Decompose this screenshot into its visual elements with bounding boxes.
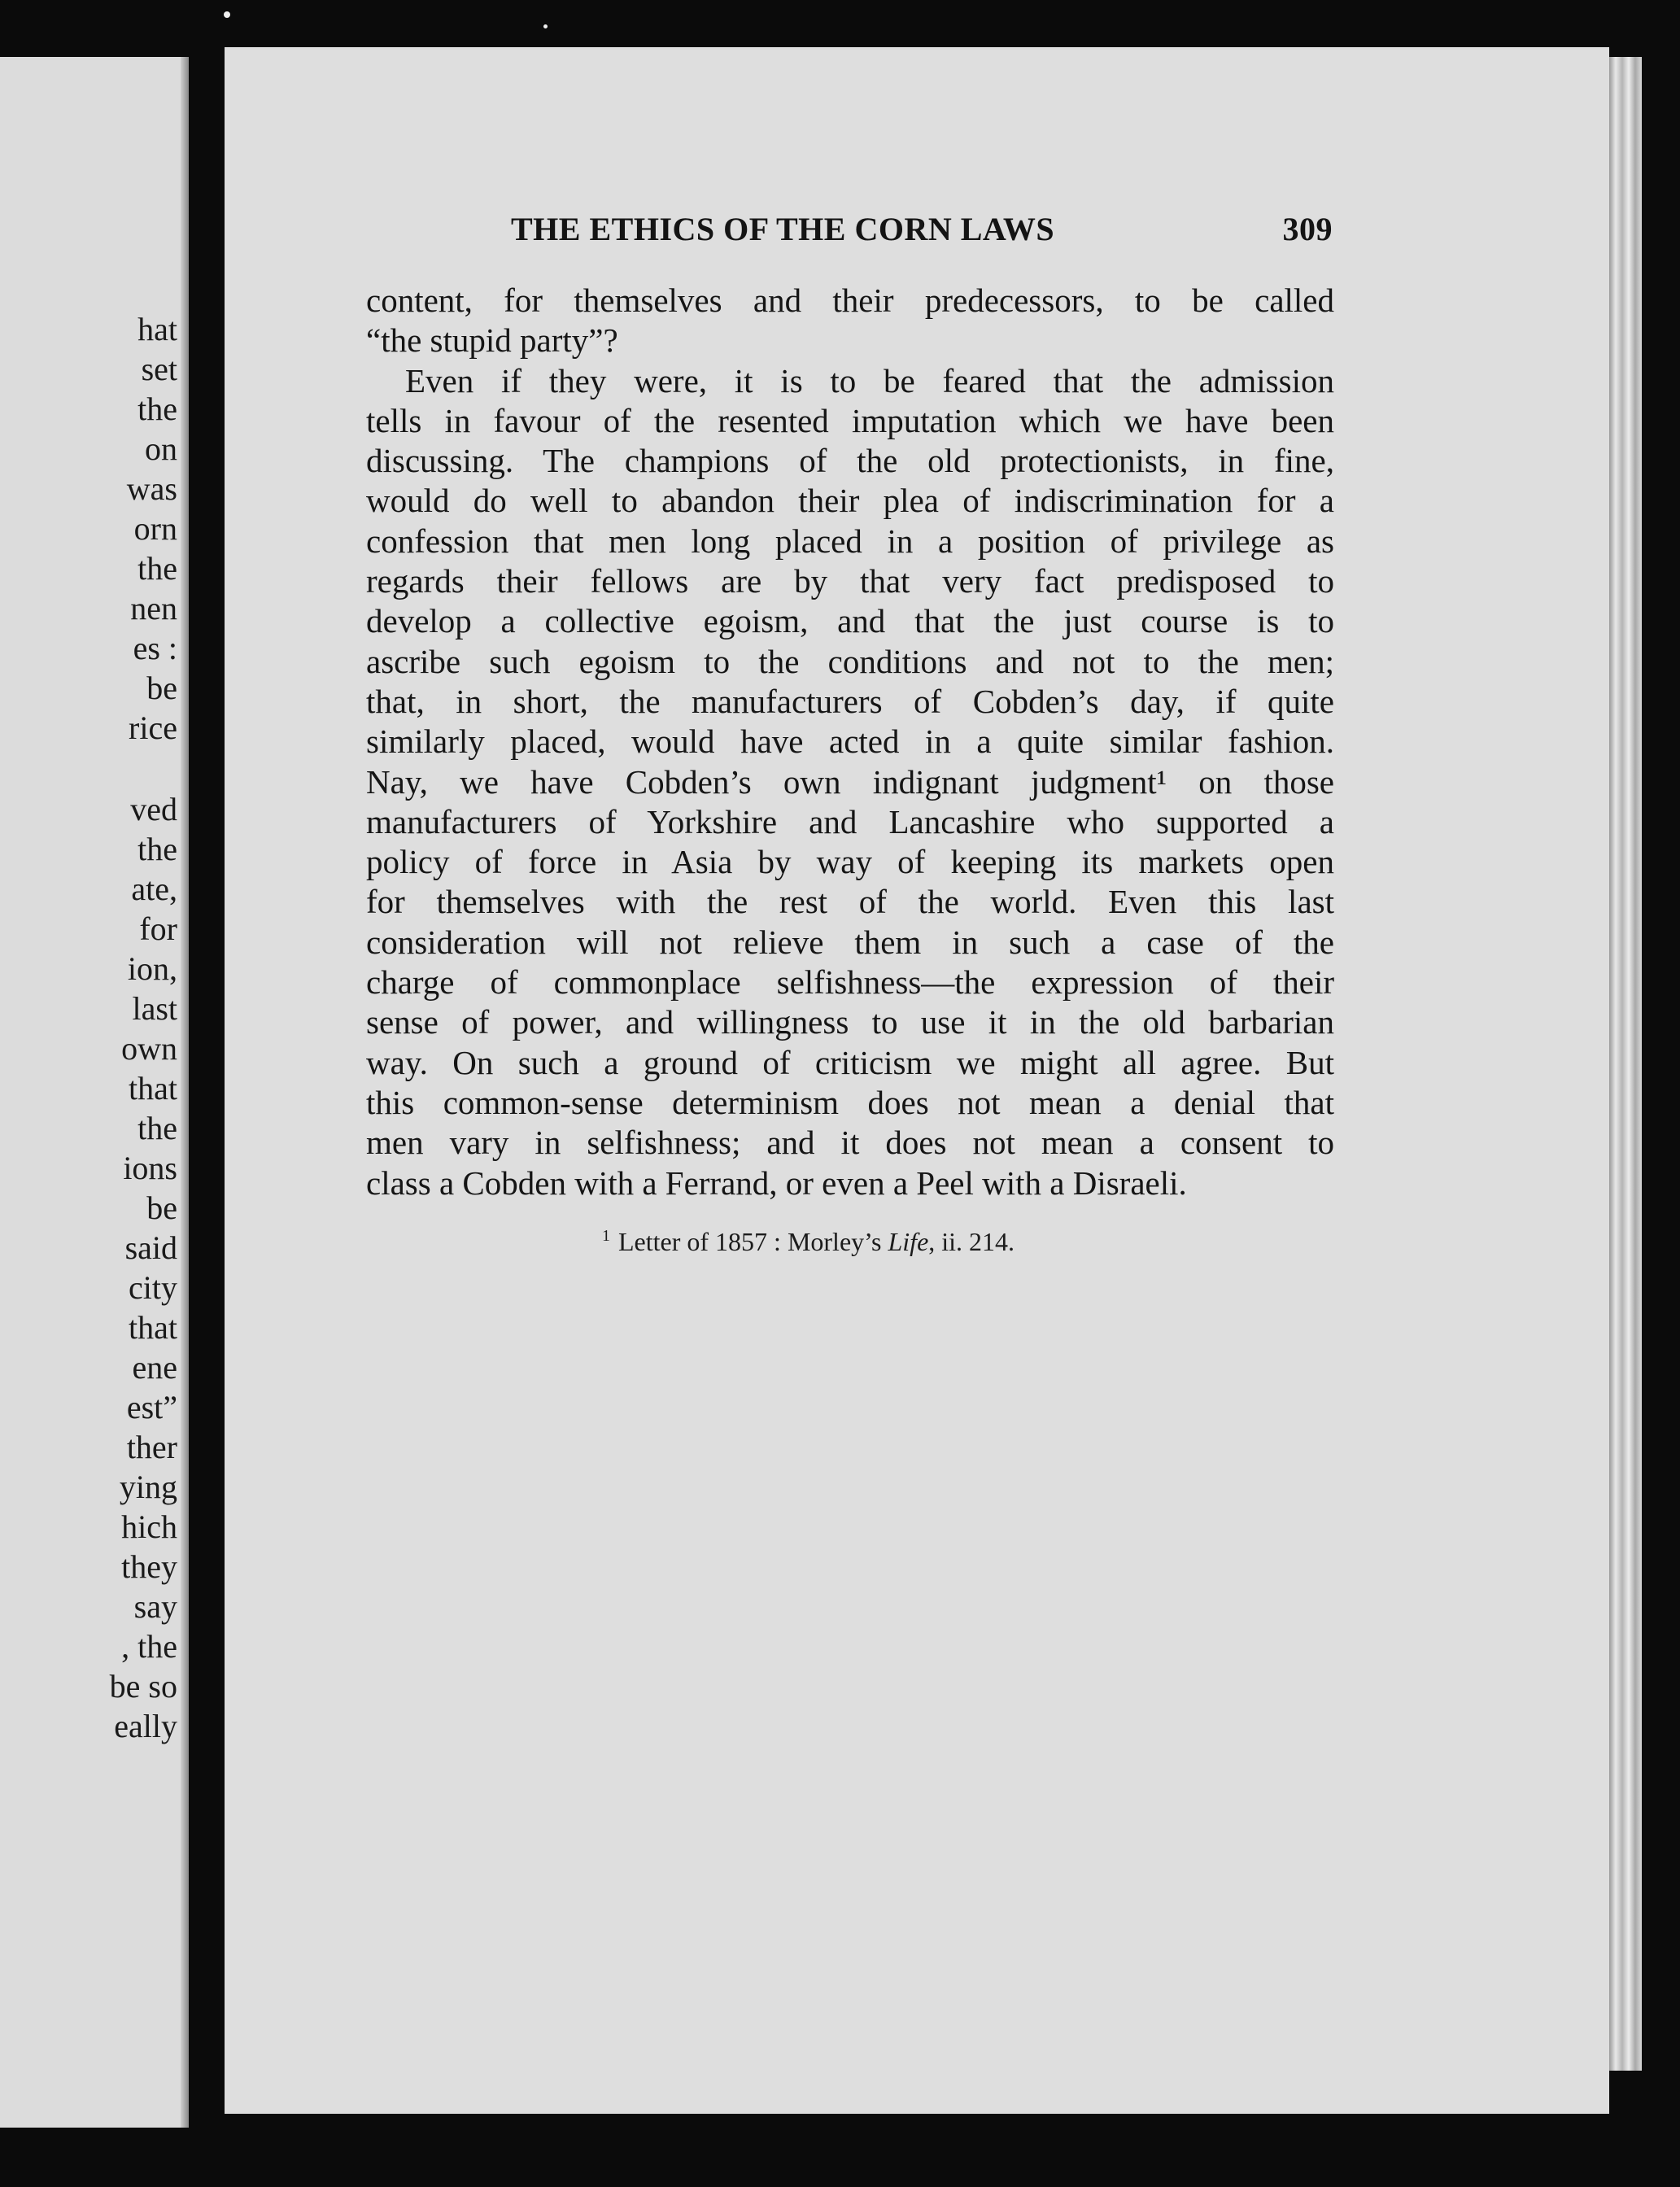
left-page-line-fragment: be so	[109, 1668, 177, 1705]
footnote-text-after: , ii. 214.	[928, 1227, 1015, 1256]
left-page-line-fragment: last	[132, 990, 177, 1027]
page-stack-edge	[1609, 57, 1642, 2071]
left-page-line-fragment: hat	[137, 311, 177, 347]
left-page-line-fragment: nen	[130, 590, 177, 626]
footnote-marker: 1	[602, 1227, 610, 1245]
body-line: would do well to abandon their plea of indiscrimination for a	[366, 482, 1334, 520]
body-line: policy of force in Asia by way of keeping its markets open	[366, 843, 1334, 881]
left-page-line-fragment: the	[137, 391, 177, 427]
running-header-title: THE ETHICS OF THE CORN LAWS	[511, 211, 1055, 247]
left-page-line-fragment: rice	[129, 709, 177, 746]
left-page-line-fragment: the	[137, 831, 177, 867]
left-page-line-fragment: for	[139, 910, 177, 947]
left-page-line-fragment: be	[146, 670, 177, 706]
body-line: “the stupid party”?	[366, 321, 618, 360]
left-page-line-fragment: the	[137, 1110, 177, 1146]
body-line: sense of power, and willingness to use it in the old barbarian	[366, 1003, 1334, 1041]
left-page-line-fragment: ion,	[127, 950, 177, 987]
scan-speck	[543, 24, 548, 28]
left-page-line-fragment: est”	[126, 1389, 177, 1425]
body-line: similarly placed, would have acted in a quite similar fashion.	[366, 722, 1334, 761]
body-line: discussing. The champions of the old protectionists, in fine,	[366, 442, 1334, 480]
body-text	[366, 281, 1334, 1203]
footnote-text-before: Letter of 1857 : Morley’s	[618, 1227, 888, 1256]
body-line: for themselves with the rest of the world. Even this last	[366, 883, 1334, 921]
body-line: ascribe such egoism to the conditions and not to the men;	[366, 642, 1334, 680]
body-line: regards their fellows are by that very fact predisposed to	[366, 562, 1334, 600]
left-page-line-fragment: they	[121, 1548, 177, 1585]
body-line: Nay, we have Cobden’s own indignant judgment¹ on those	[366, 762, 1334, 801]
left-page-line-fragment: eally	[114, 1708, 177, 1744]
left-page-line-fragment: ate,	[131, 871, 177, 907]
left-page-line-fragment: ved	[130, 791, 177, 827]
running-header	[511, 210, 1333, 252]
body-line: develop a collective egoism, and that the just course is to	[366, 602, 1334, 640]
body-line: class a Cobden with a Ferrand, or even a Peel with a Disraeli.	[366, 1163, 1187, 1202]
body-line: content, for themselves and their predecessors, to be called	[366, 282, 1334, 319]
scan-speck	[224, 11, 230, 18]
left-page-line-fragment: said	[124, 1229, 177, 1266]
left-page-line-fragment: own	[121, 1030, 177, 1067]
footnote	[602, 1227, 1015, 1257]
left-page-line-fragment: set	[141, 351, 177, 387]
left-page	[0, 57, 189, 2128]
left-page-line-fragment: ther	[126, 1429, 177, 1465]
left-page-line-fragment: ene	[132, 1349, 177, 1386]
left-page-line-fragment: that	[129, 1070, 177, 1107]
body-line: confession that men long placed in a position of privilege as	[366, 522, 1334, 560]
left-page-line-fragment: be	[146, 1190, 177, 1226]
left-page-line-fragment: hich	[121, 1508, 177, 1545]
body-line: charge of commonplace selfishness—the expression of their	[366, 963, 1334, 1002]
left-page-line-fragment: ions	[123, 1150, 177, 1186]
left-page-line-fragment: on	[145, 430, 177, 467]
page-number: 309	[1282, 211, 1333, 247]
footnote-italic-title: Life	[888, 1227, 929, 1256]
body-line: consideration will not relieve them in such a case of the	[366, 923, 1334, 961]
left-page-line-fragment: the	[137, 550, 177, 587]
left-page-line-fragment: that	[129, 1309, 177, 1346]
body-line: way. On such a ground of criticism we might all agree. But	[366, 1043, 1334, 1081]
book-spine	[189, 57, 225, 2128]
left-page-line-fragment: es :	[133, 630, 177, 666]
body-line: tells in favour of the resented imputation which we have been	[366, 401, 1334, 439]
left-page-line-fragment: was	[126, 470, 177, 507]
body-line: this common-sense determinism does not mean a denial that	[366, 1083, 1334, 1121]
left-page-gutter-shadow	[181, 57, 189, 2128]
body-line: that, in short, the manufacturers of Cobden’s day, if quite	[366, 682, 1334, 720]
left-page-line-fragment: ying	[119, 1469, 177, 1505]
left-page-line-fragment: orn	[133, 510, 177, 547]
left-page-line-fragment: , the	[121, 1628, 177, 1665]
body-line: manufacturers of Yorkshire and Lancashire who supported a	[366, 802, 1334, 840]
left-page-line-fragment: say	[133, 1588, 177, 1625]
left-page-line-fragment: city	[129, 1269, 177, 1306]
body-line: men vary in selfishness; and it does not mean a consent to	[366, 1124, 1334, 1162]
body-line: Even if they were, it is to be feared that the admission	[405, 361, 1334, 399]
